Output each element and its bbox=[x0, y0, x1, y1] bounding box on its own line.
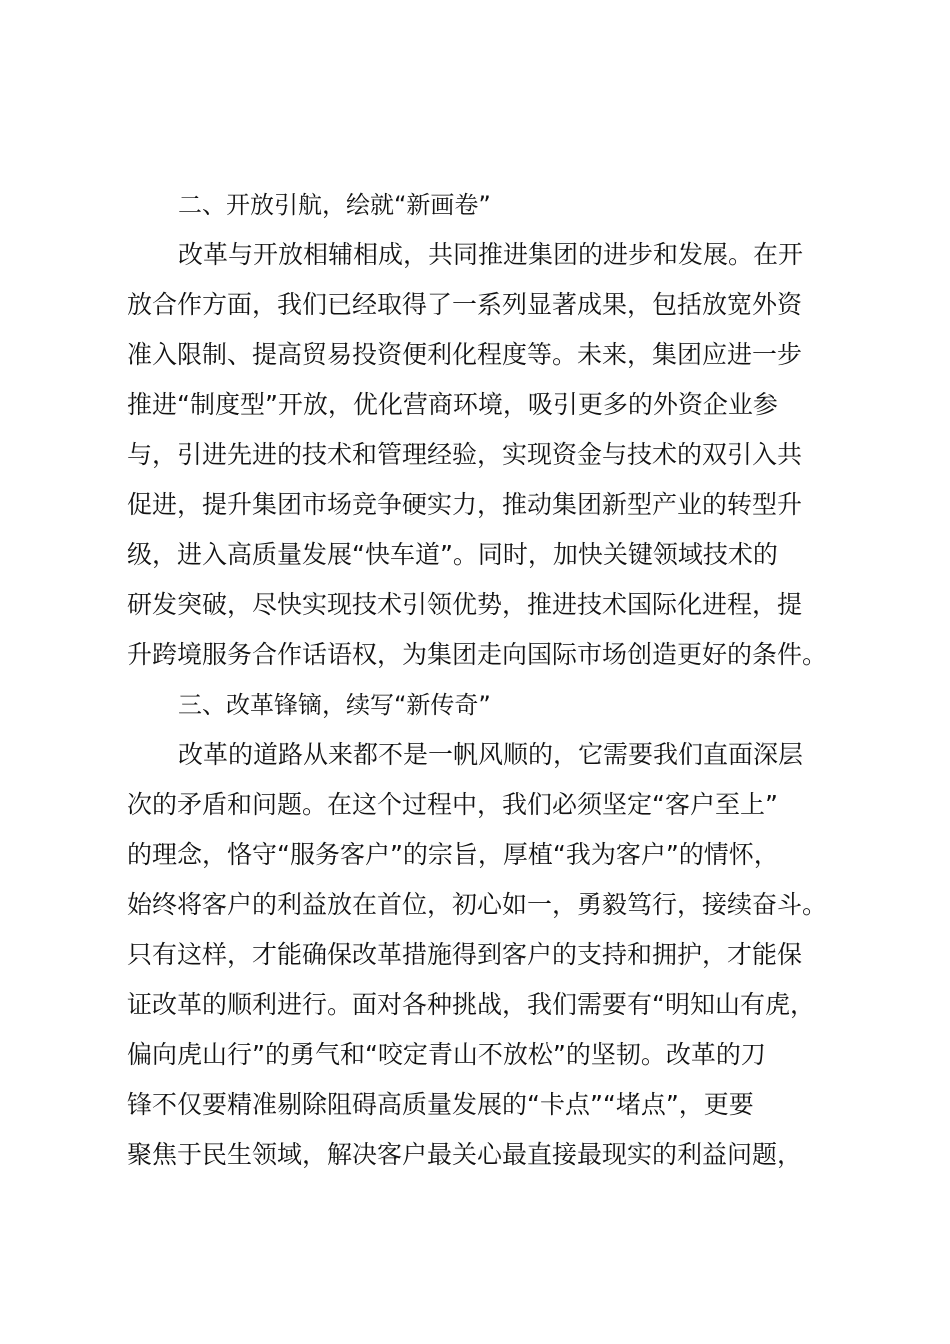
section-3-line-5: 只有这样，才能确保改革措施得到客户的支持和拥护，才能保 bbox=[127, 940, 803, 969]
section-3-line-7: 偏向虎山行”的勇气和“咬定青山不放松”的坚韧。改革的刀 bbox=[127, 1040, 766, 1069]
section-3-line-2: 次的矛盾和问题。在这个过程中，我们必须坚定“客户至上” bbox=[127, 790, 778, 819]
section-2-line-4: 推进“制度型”开放，优化营商环境，吸引更多的外资企业参 bbox=[127, 390, 778, 419]
section-2-line-7: 级，进入高质量发展“快车道”。同时，加快关键领域技术的 bbox=[127, 540, 778, 569]
section-2-line-6: 促进，提升集团市场竞争硬实力，推动集团新型产业的转型升 bbox=[127, 490, 803, 519]
section-2-line-8: 研发突破，尽快实现技术引领优势，推进技术国际化进程，提 bbox=[127, 590, 803, 619]
section-2-line-9: 升跨境服务合作话语权，为集团走向国际市场创造更好的条件。 bbox=[127, 640, 828, 669]
section-3-line-9: 聚焦于民生领域，解决客户最关心最直接最现实的利益问题， bbox=[127, 1140, 803, 1169]
section-2-line-3: 准入限制、提高贸易投资便利化程度等。未来，集团应进一步 bbox=[127, 340, 803, 369]
section-3-line-1: 改革的道路从来都不是一帆风顺的，它需要我们直面深层 bbox=[178, 740, 804, 769]
section-2-heading: 二、开放引航，绘就“新画卷” bbox=[178, 191, 491, 219]
section-3-line-4: 始终将客户的利益放在首位，初心如一，勇毅笃行，接续奋斗。 bbox=[127, 890, 828, 919]
section-3-line-6: 证改革的顺利进行。面对各种挑战，我们需要有“明知山有虎， bbox=[127, 990, 815, 1019]
section-2-line-5: 与，引进先进的技术和管理经验，实现资金与技术的双引入共 bbox=[127, 440, 803, 469]
section-3-line-8: 锋不仅要精准剔除阻碍高质量发展的“卡点”“堵点”，更要 bbox=[127, 1090, 754, 1119]
section-2-line-1: 改革与开放相辅相成，共同推进集团的进步和发展。在开 bbox=[178, 240, 804, 269]
section-3-heading: 三、改革锋镝，续写“新传奇” bbox=[178, 691, 491, 719]
section-2-line-2: 放合作方面，我们已经取得了一系列显著成果，包括放宽外资 bbox=[127, 290, 803, 319]
section-3-line-3: 的理念，恪守“服务客户”的宗旨，厚植“我为客户”的情怀， bbox=[127, 840, 779, 869]
